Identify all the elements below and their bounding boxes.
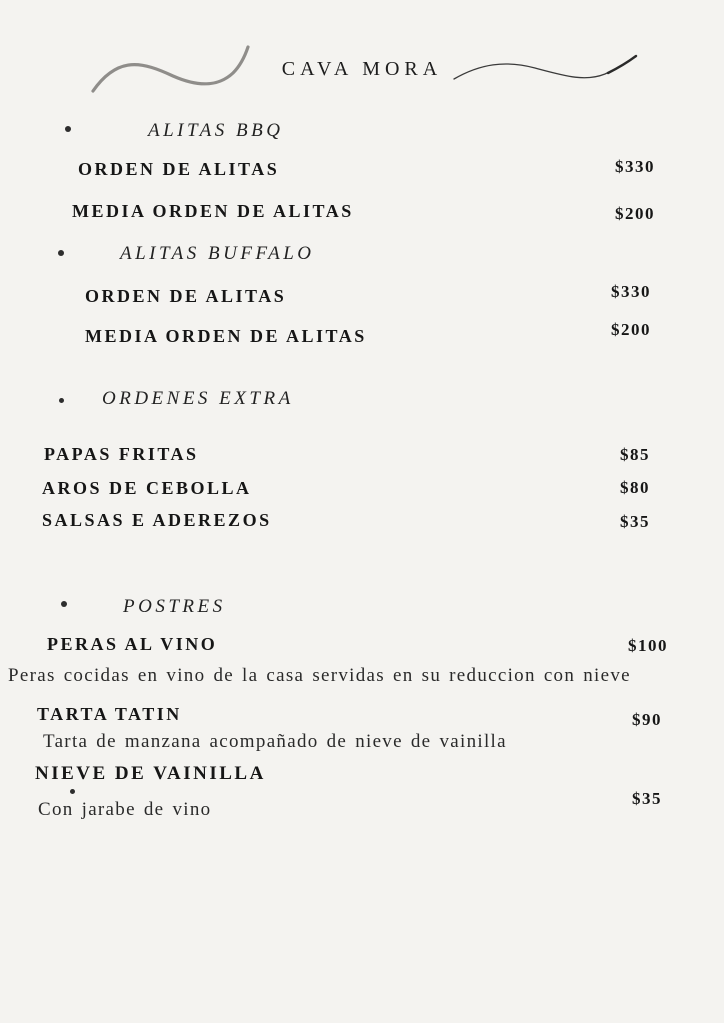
- menu-item-price: $200: [611, 320, 651, 339]
- menu-item-price: $80: [620, 478, 650, 497]
- menu-item-name: MEDIA ORDEN DE ALITAS: [72, 201, 354, 221]
- bullet-marker: [59, 398, 64, 403]
- menu-item-name: PERAS AL VINO: [47, 634, 218, 654]
- menu-item-name: TARTA TATIN: [37, 704, 182, 724]
- menu-item-price: $85: [620, 445, 650, 464]
- section-heading-ordenes-extra: ORDENES EXTRA: [102, 388, 294, 409]
- bullet-marker: [70, 789, 75, 794]
- bullet-marker: [58, 250, 64, 256]
- menu-item-price: $90: [632, 710, 662, 729]
- menu-item-price: $200: [615, 204, 655, 223]
- menu-item-description: Con jarabe de vino: [38, 799, 212, 820]
- right-wave-flourish-icon: [450, 52, 640, 88]
- bullet-marker: [65, 126, 71, 132]
- menu-item-name: SALSAS E ADEREZOS: [42, 510, 272, 530]
- menu-item-price: $35: [620, 512, 650, 531]
- page-title: CAVA MORA: [281, 58, 443, 80]
- bullet-marker: [61, 601, 67, 607]
- menu-item-price: $330: [615, 157, 655, 176]
- menu-item-description: Peras cocidas en vino de la casa servidas en su reduccion con nieve: [8, 665, 631, 686]
- menu-item-name: MEDIA ORDEN DE ALITAS: [85, 326, 367, 346]
- section-heading-alitas-buffalo: ALITAS BUFFALO: [120, 243, 315, 264]
- menu-item-name: PAPAS FRITAS: [44, 444, 199, 464]
- menu-item-price: $100: [628, 636, 668, 655]
- menu-item-name: NIEVE DE VAINILLA: [35, 763, 266, 784]
- menu-item-price: $35: [632, 789, 662, 808]
- section-heading-postres: POSTRES: [123, 596, 226, 617]
- menu-item-description: Tarta de manzana acompañado de nieve de vainilla: [43, 731, 507, 752]
- menu-item-name: ORDEN DE ALITAS: [85, 286, 287, 306]
- menu-item-name: ORDEN DE ALITAS: [78, 159, 280, 179]
- menu-item-price: $330: [611, 282, 651, 301]
- menu-item-name: AROS DE CEBOLLA: [42, 478, 252, 498]
- section-heading-alitas-bbq: ALITAS BBQ: [148, 120, 284, 141]
